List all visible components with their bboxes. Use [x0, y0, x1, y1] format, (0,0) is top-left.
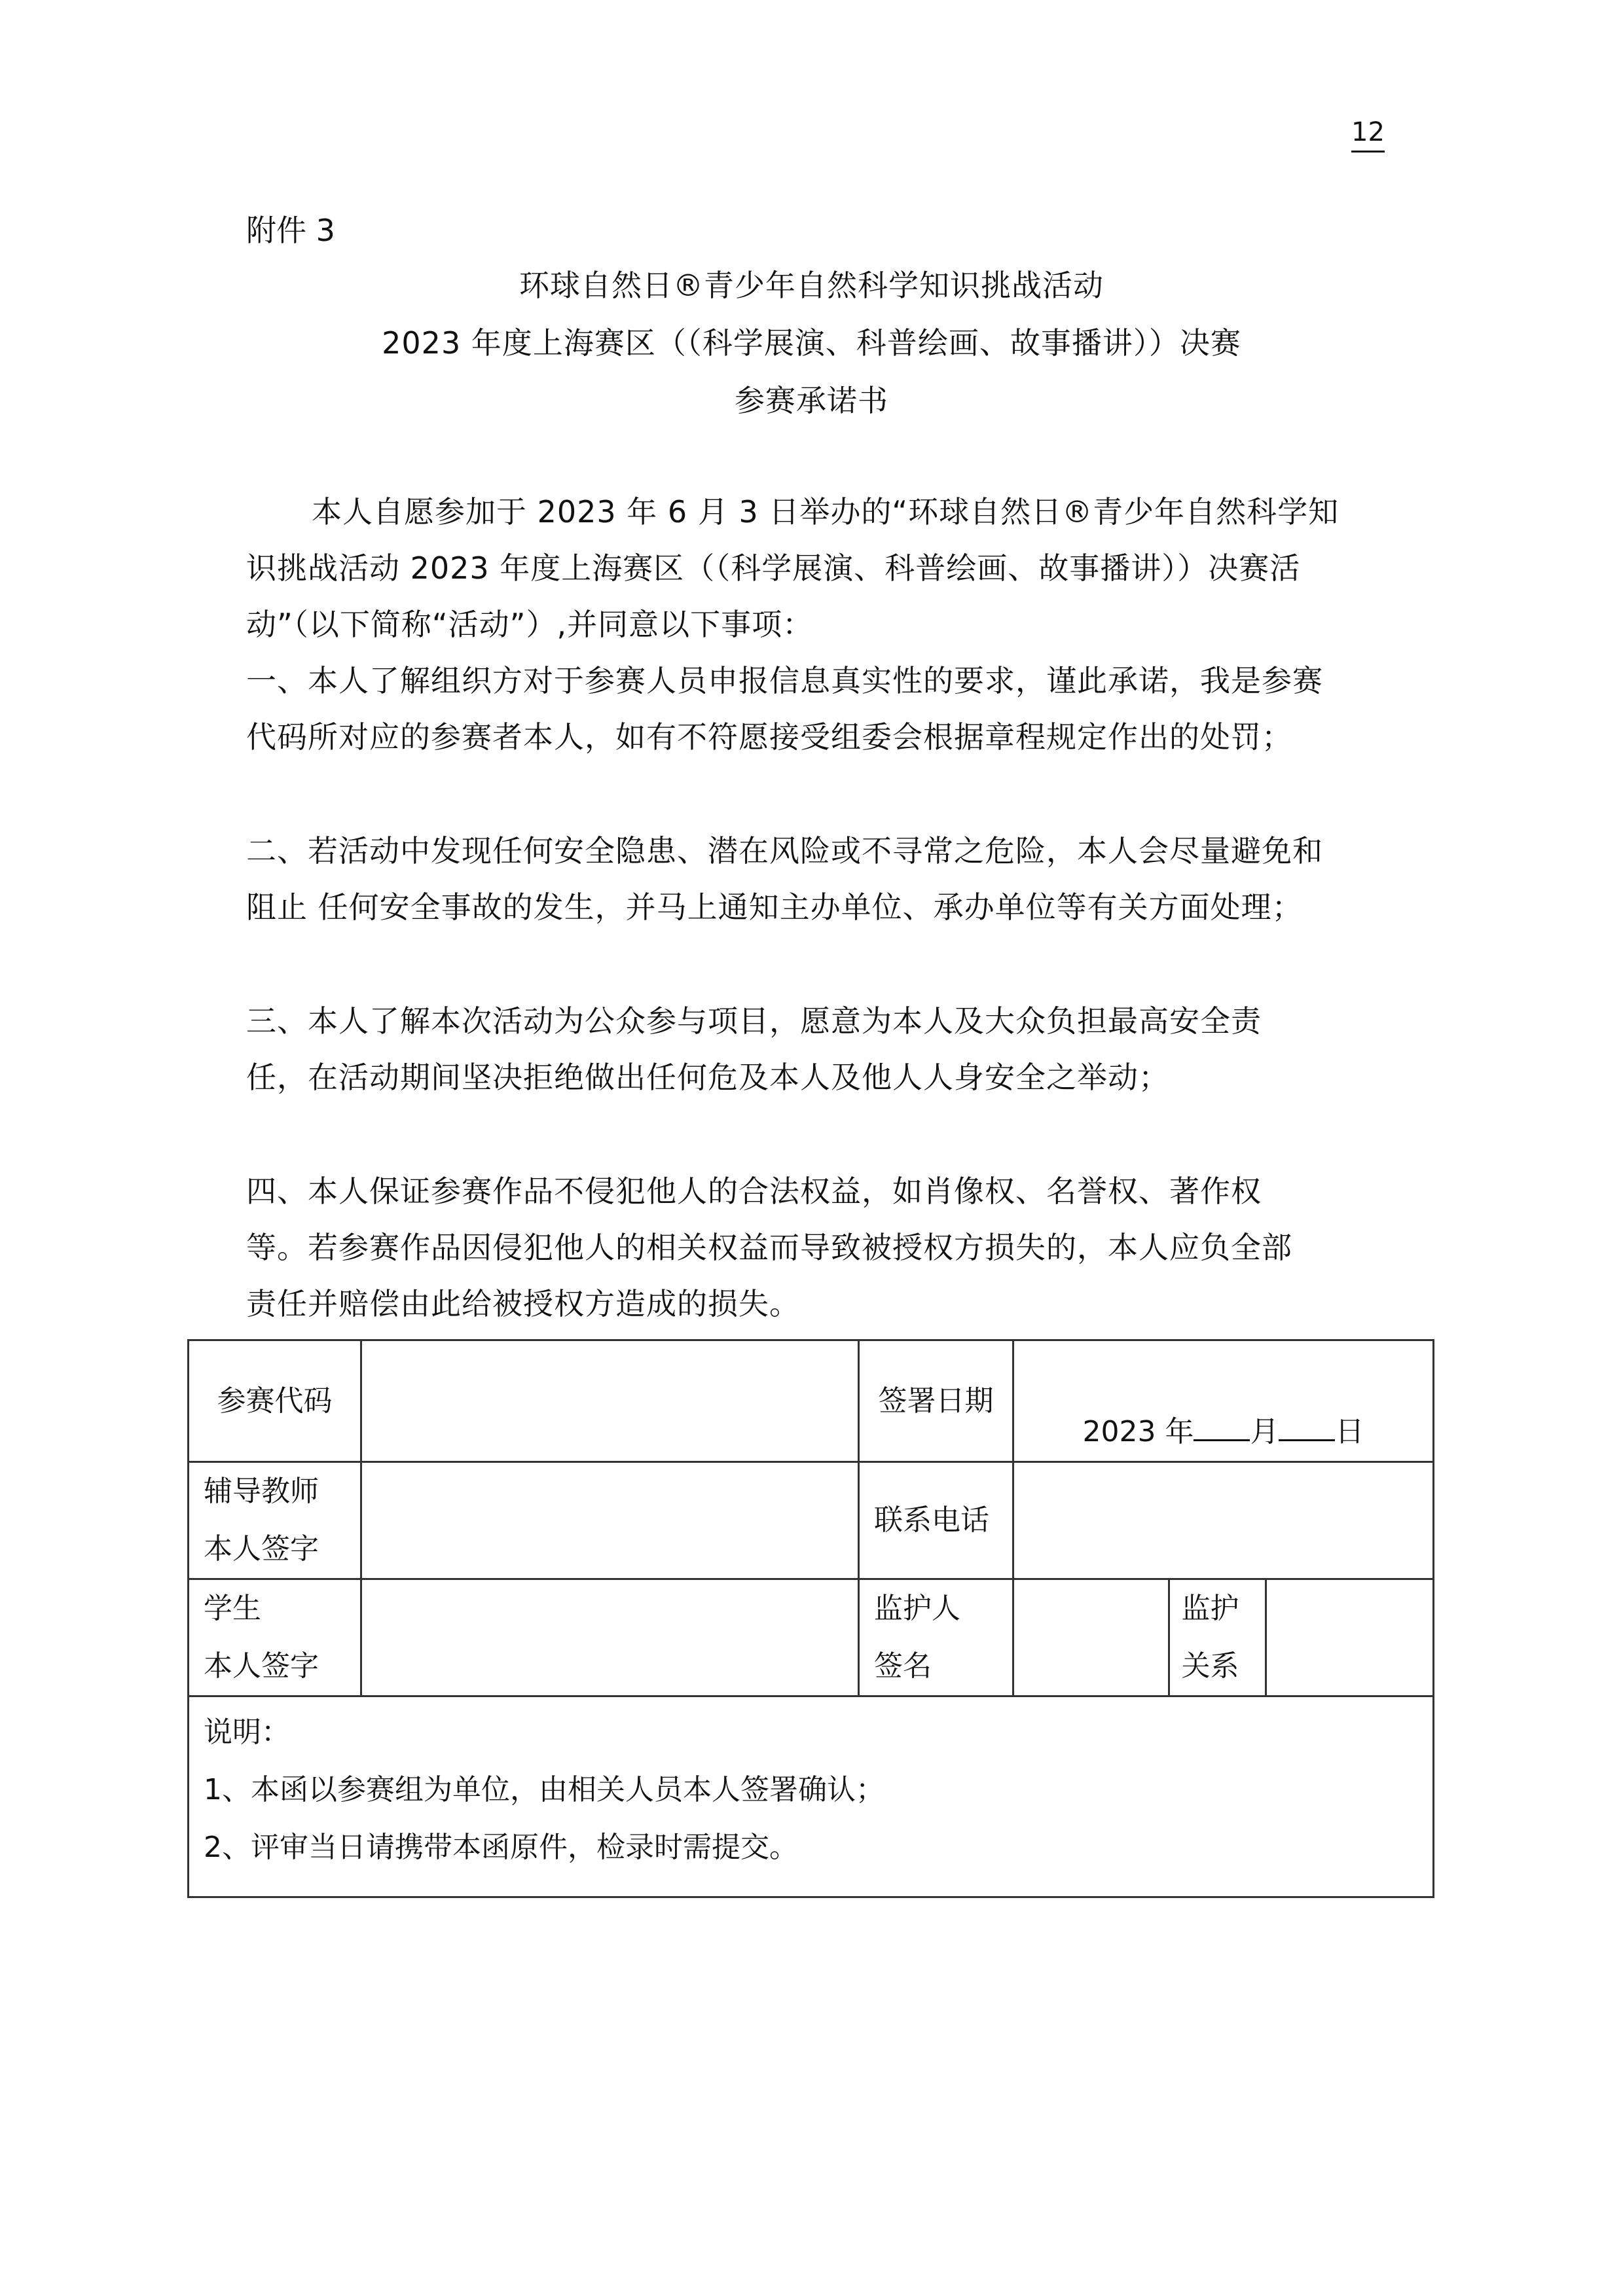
teacher-label-line-1: 辅导教师	[204, 1475, 319, 1508]
relation-value-cell[interactable]	[1266, 1580, 1432, 1695]
signature-form-table	[187, 1339, 1434, 1898]
note-item: 2、评审当日请携带本函原件，检录时需提交。	[204, 1831, 798, 1864]
phone-value-cell[interactable]	[1013, 1462, 1434, 1579]
form-row-teacher	[189, 1462, 1434, 1579]
date-label: 签署日期	[859, 1340, 1013, 1462]
note-item: 1、本函以参赛组为单位，由相关人员本人签署确认；	[204, 1773, 884, 1806]
form-row-student	[189, 1579, 1434, 1696]
teacher-label	[189, 1462, 361, 1579]
guardian-label-line-2: 签名	[874, 1649, 932, 1683]
month-blank[interactable]	[1194, 1413, 1250, 1441]
intro-line: 动”（以下简称“活动”）,并同意以下事项：	[246, 607, 814, 642]
date-value-cell[interactable]	[1013, 1340, 1434, 1462]
student-label-line-1: 学生	[204, 1592, 261, 1625]
item-1-line: 一、本人了解组织方对于参赛人员申报信息真实性的要求，谨此承诺，我是参赛	[246, 663, 1323, 698]
title-line-2: 2023 年度上海赛区（（科学展演、科普绘画、故事播讲））决赛	[382, 325, 1241, 361]
code-label: 参赛代码	[189, 1340, 361, 1462]
item-4-line: 四、本人保证参赛作品不侵犯他人的合法权益，如肖像权、名誉权、著作权	[246, 1174, 1262, 1209]
item-3-line: 三、本人了解本次活动为公众参与项目，愿意为本人及大众负担最高安全责	[246, 1003, 1262, 1039]
item-2-line: 二、若活动中发现任何安全隐患、潜在风险或不寻常之危险，本人会尽量避免和	[246, 833, 1323, 869]
form-row-notes	[189, 1696, 1434, 1897]
teacher-label-line-2: 本人签字	[204, 1532, 319, 1566]
day-blank[interactable]	[1279, 1413, 1335, 1441]
item-1-line: 代码所对应的参赛者本人，如有不符愿接受组委会根据章程规定作出的处罚；	[246, 719, 1292, 755]
guardian-label-line-1: 监护人	[874, 1592, 960, 1625]
page-number: 12	[1351, 117, 1385, 152]
title-line-3: 参赛承诺书	[735, 383, 888, 418]
relation-label-line-1: 监护	[1181, 1592, 1239, 1625]
date-month: 月	[1250, 1415, 1279, 1448]
title-line-1: 环球自然日®青少年自然科学知识挑战活动	[519, 268, 1104, 303]
teacher-signature-cell[interactable]	[361, 1462, 859, 1579]
student-label	[189, 1579, 361, 1696]
item-4-line: 责任并赔偿由此给被授权方造成的损失。	[246, 1286, 800, 1321]
item-3-line: 任，在活动期间坚决拒绝做出任何危及本人及他人人身安全之举动；	[246, 1060, 1169, 1095]
item-4-line: 等。若参赛作品因侵犯他人的相关权益而导致被授权方损失的，本人应负全部	[246, 1230, 1292, 1265]
intro-line: 本人自愿参加于 2023 年 6 月 3 日举办的“环球自然日®青少年自然科学知	[312, 494, 1340, 529]
guardian-subtable	[1014, 1580, 1432, 1695]
date-year: 2023 年	[1082, 1415, 1194, 1448]
form-row-code	[189, 1340, 1434, 1462]
relation-label-line-2: 关系	[1181, 1649, 1239, 1683]
guardian-label	[859, 1579, 1013, 1696]
phone-label: 联系电话	[859, 1462, 1013, 1579]
student-label-line-2: 本人签字	[204, 1649, 319, 1683]
notes-cell	[189, 1696, 1434, 1897]
intro-line: 识挑战活动 2023 年度上海赛区（（科学展演、科普绘画、故事播讲））决赛活	[246, 550, 1301, 586]
notes-title: 说明：	[204, 1715, 290, 1749]
date-day: 日	[1335, 1415, 1364, 1448]
student-signature-cell[interactable]	[361, 1579, 859, 1696]
item-2-line: 阻止 任何安全事故的发生，并马上通知主办单位、承办单位等有关方面处理；	[246, 889, 1303, 925]
guardian-signature-cell[interactable]	[1014, 1580, 1169, 1695]
guardian-relation-cell	[1013, 1579, 1434, 1696]
attachment-label: 附件 3	[246, 213, 335, 248]
relation-label	[1169, 1580, 1266, 1695]
code-value-cell[interactable]	[361, 1340, 859, 1462]
